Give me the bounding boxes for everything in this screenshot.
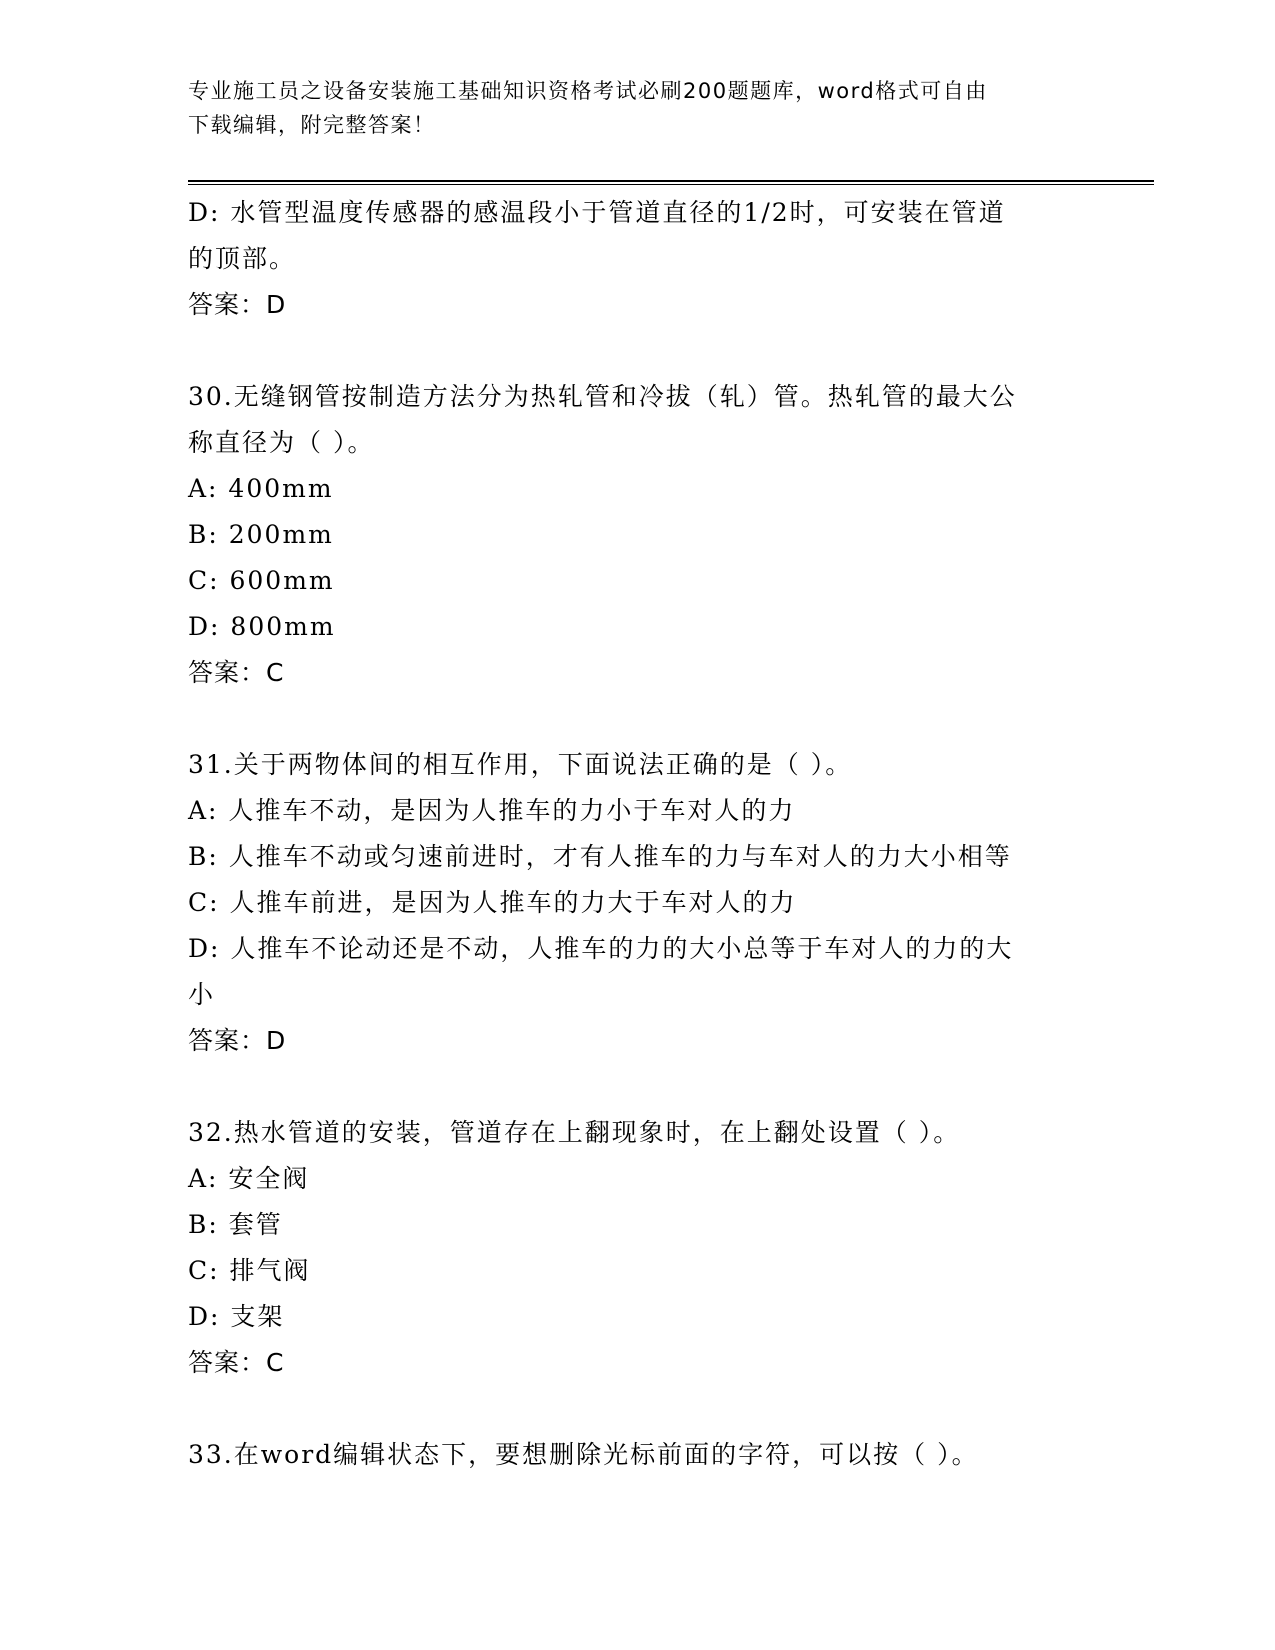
option-d-line-2: 小 — [188, 980, 216, 1009]
option-c: C: 人推车前进，是因为人推车的力大于车对人的力 — [188, 888, 797, 917]
option-d-line-1: D: 水管型温度传感器的感温段小于管道直径的1/2时，可安装在管道 — [188, 198, 1006, 227]
question-32 — [188, 1110, 1088, 1386]
option-a: A: 人推车不动，是因为人推车的力小于车对人的力 — [188, 796, 796, 825]
answer-label: 答案：D — [188, 290, 287, 319]
document-header — [188, 74, 1088, 142]
header-title-line-2: 下载编辑，附完整答案！ — [188, 113, 436, 137]
question-30 — [188, 374, 1088, 696]
option-c: C: 600mm — [188, 566, 335, 595]
question-31 — [188, 742, 1088, 1064]
option-d: D: 支架 — [188, 1302, 285, 1331]
option-d-line-1: D: 人推车不论动还是不动，人推车的力的大小总等于车对人的力的大 — [188, 934, 1014, 963]
option-a: A: 安全阀 — [188, 1164, 310, 1193]
option-d-line-2: 的顶部。 — [188, 244, 297, 273]
spacer — [188, 1064, 1088, 1110]
previous-question-tail — [188, 190, 1088, 328]
answer-label: 答案：D — [188, 1026, 287, 1055]
question-stem: 31.关于两物体间的相互作用，下面说法正确的是（ ）。 — [188, 750, 853, 779]
option-b: B: 人推车不动或匀速前进时，才有人推车的力与车对人的力大小相等 — [188, 842, 1012, 871]
question-33 — [188, 1432, 1088, 1478]
header-title-line-1: 专业施工员之设备安装施工基础知识资格考试必刷200题题库，word格式可自由 — [188, 79, 988, 103]
question-stem: 32.热水管道的安装，管道存在上翻现象时，在上翻处设置（ ）。 — [188, 1118, 961, 1147]
option-d: D: 800mm — [188, 612, 336, 641]
option-c: C: 排气阀 — [188, 1256, 311, 1285]
spacer — [188, 1386, 1088, 1432]
answer-label: 答案：C — [188, 658, 285, 687]
spacer — [188, 696, 1088, 742]
spacer — [188, 328, 1088, 374]
question-stem: 33.在word编辑状态下，要想删除光标前面的字符，可以按（ ）。 — [188, 1440, 979, 1469]
answer-label: 答案：C — [188, 1348, 285, 1377]
question-stem-line-2: 称直径为（ ）。 — [188, 428, 375, 457]
question-list — [188, 190, 1088, 1478]
option-a: A: 400mm — [188, 474, 334, 503]
option-b: B: 套管 — [188, 1210, 283, 1239]
option-b: B: 200mm — [188, 520, 334, 549]
question-stem-line-1: 30.无缝钢管按制造方法分为热轧管和冷拔（轧）管。热轧管的最大公 — [188, 382, 1017, 411]
header-divider — [188, 180, 1154, 185]
